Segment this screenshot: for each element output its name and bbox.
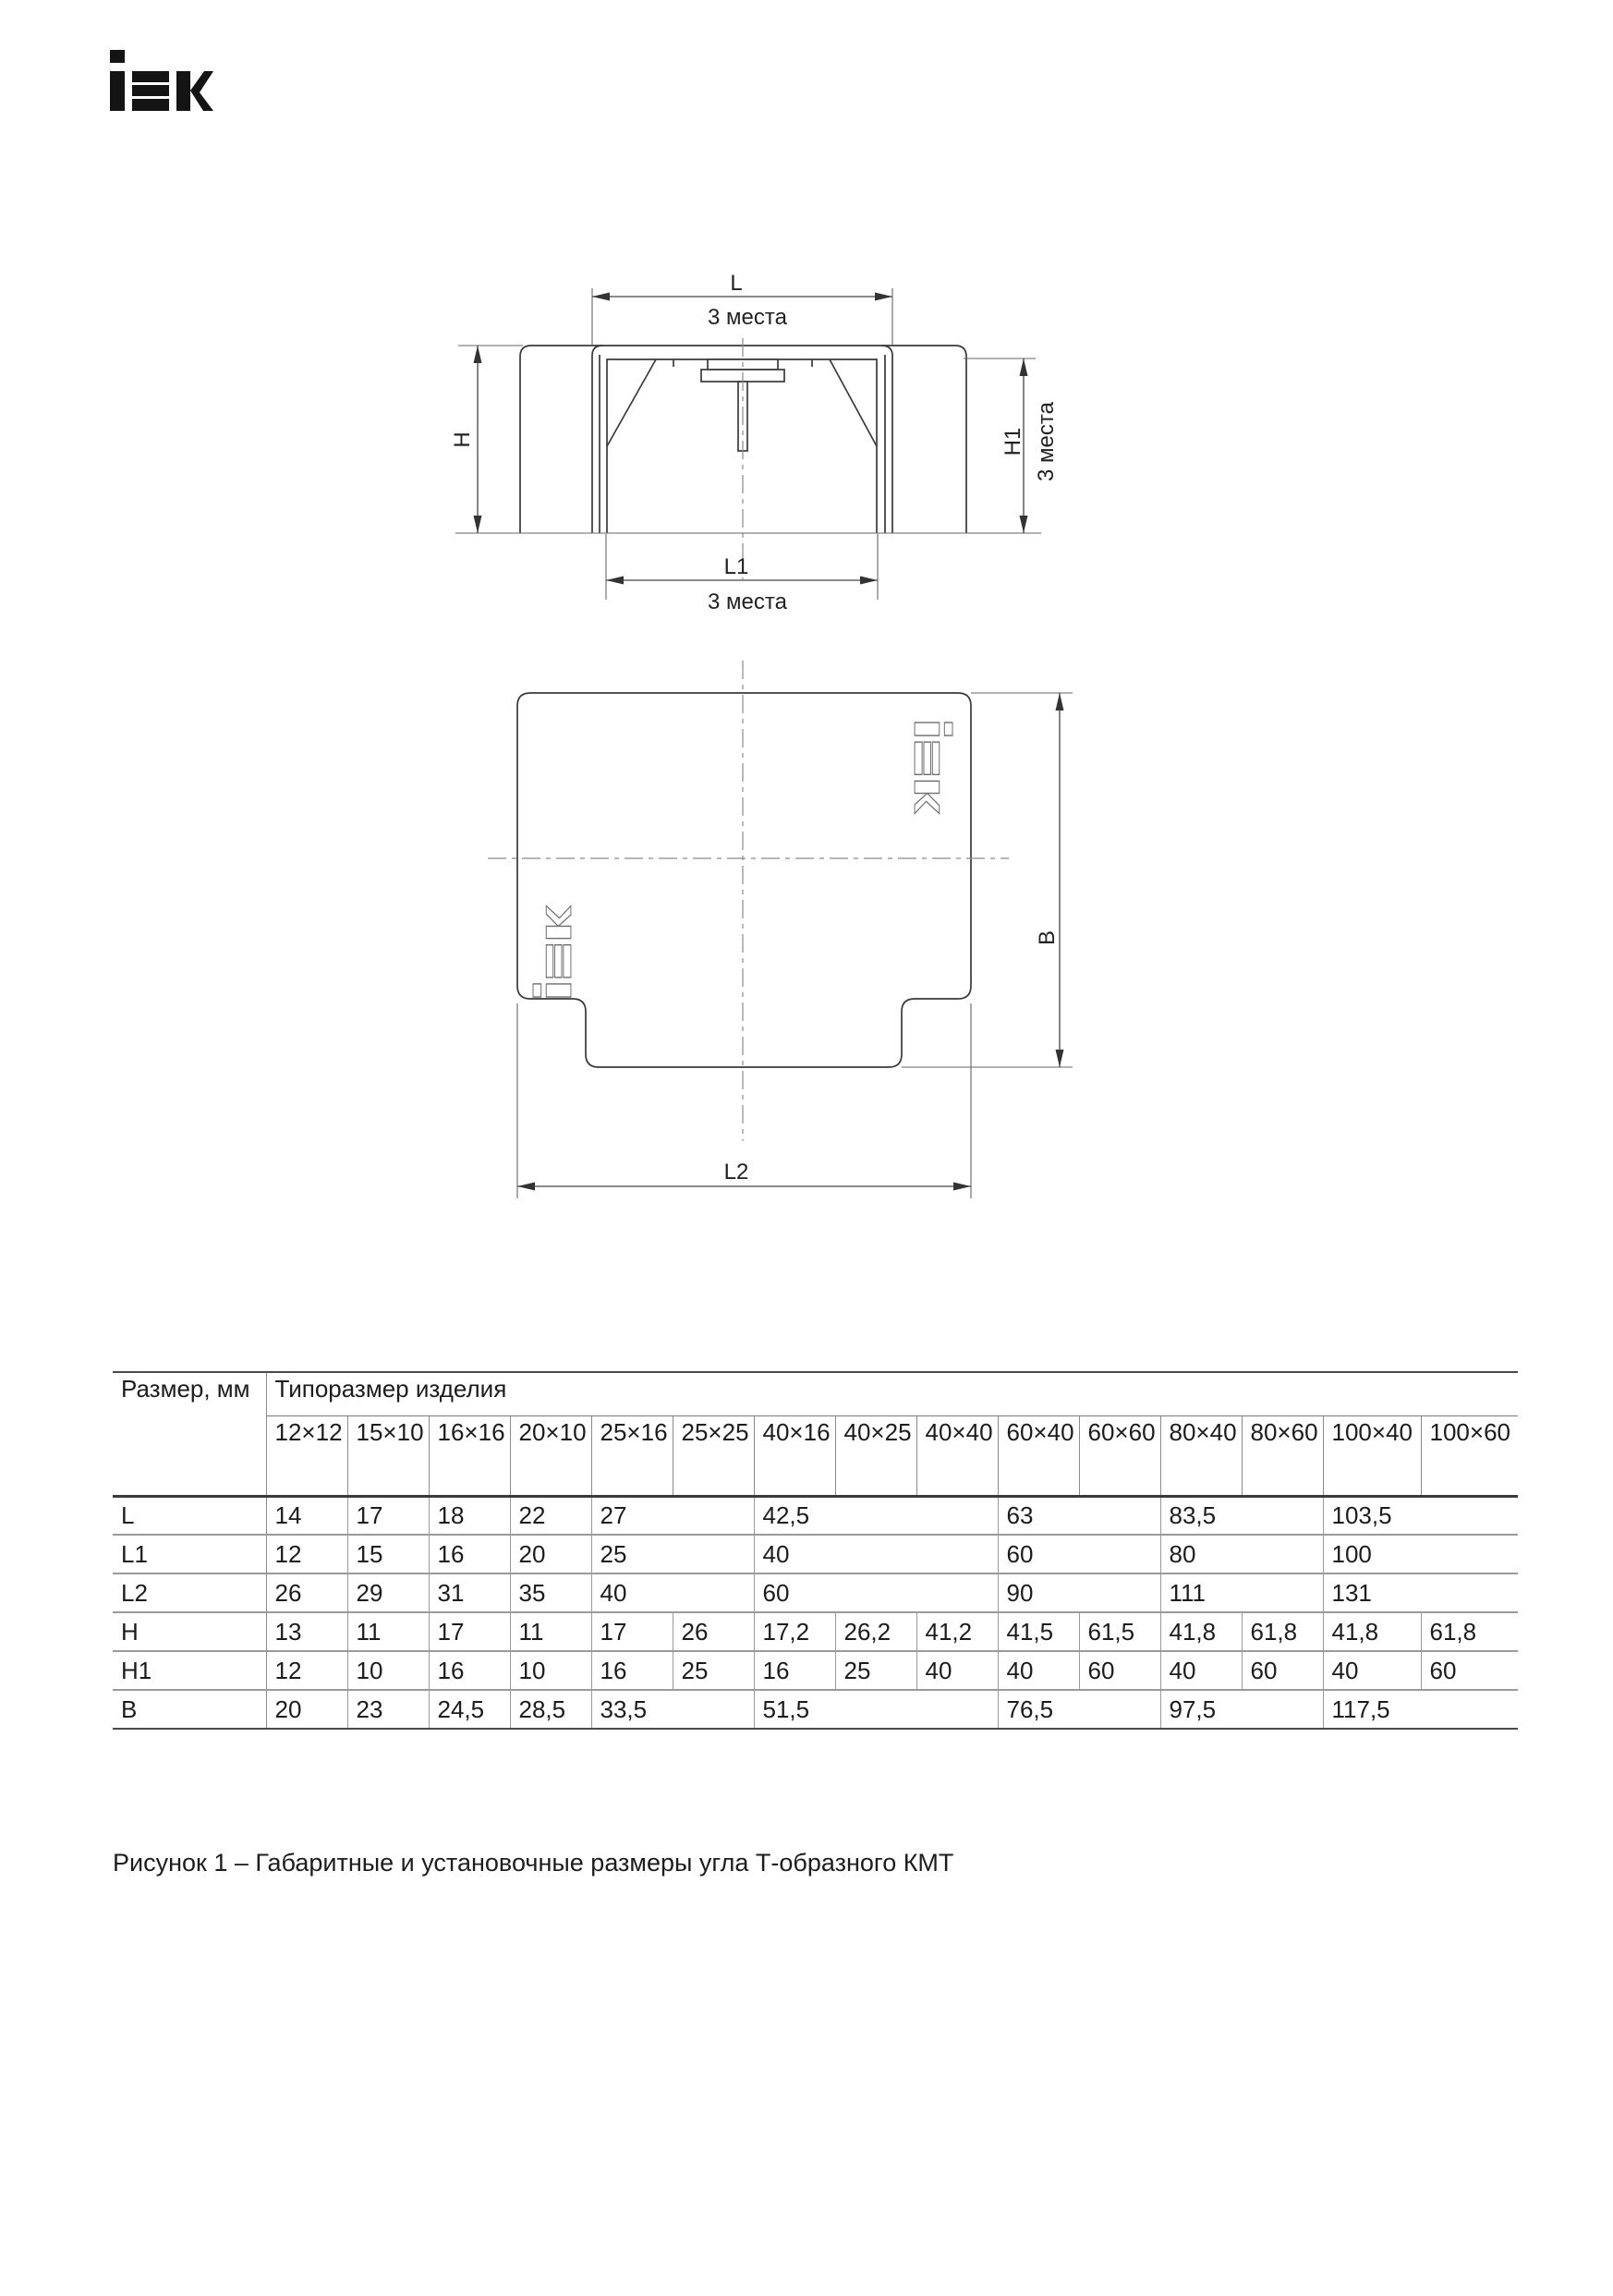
table-cell: 41,2 bbox=[916, 1612, 998, 1651]
dimensions-table bbox=[113, 1371, 1518, 1730]
corner-header: Размер, мм bbox=[113, 1372, 266, 1496]
front-view-dim-lines bbox=[478, 297, 1024, 580]
table-cell: 41,8 bbox=[1323, 1612, 1421, 1651]
table-cell: 60 bbox=[1079, 1651, 1160, 1690]
table-cell: 17 bbox=[347, 1496, 429, 1535]
table-cell: 40 bbox=[591, 1573, 754, 1612]
table-cell: 26 bbox=[266, 1573, 347, 1612]
group-header: Типоразмер изделия bbox=[266, 1372, 1518, 1415]
table-cell: 25 bbox=[835, 1651, 916, 1690]
dim-note-l1: 3 места bbox=[708, 589, 787, 614]
table-cell: 25 bbox=[673, 1651, 754, 1690]
table-row bbox=[113, 1651, 1518, 1690]
table-cell: 76,5 bbox=[998, 1690, 1160, 1729]
row-label: L2 bbox=[113, 1573, 266, 1612]
table-cell: 60 bbox=[998, 1535, 1160, 1573]
table-cell: 26,2 bbox=[835, 1612, 916, 1651]
table-cell: 14 bbox=[266, 1496, 347, 1535]
table-cell: 33,5 bbox=[591, 1690, 754, 1729]
table-cell: 41,5 bbox=[998, 1612, 1079, 1651]
col-header: 100×60 bbox=[1421, 1415, 1518, 1496]
table-row bbox=[113, 1535, 1518, 1573]
top-view-dim-lines bbox=[517, 693, 1060, 1186]
row-label: H bbox=[113, 1612, 266, 1651]
table-cell: 16 bbox=[754, 1651, 835, 1690]
table-cell: 60 bbox=[1421, 1651, 1518, 1690]
top-view bbox=[517, 693, 971, 1067]
dim-label-b: B bbox=[1035, 929, 1060, 946]
dim-label-l2: L2 bbox=[723, 1160, 749, 1184]
table-header-row-2 bbox=[113, 1415, 1518, 1496]
table-cell: 29 bbox=[347, 1573, 429, 1612]
top-view-centerlines bbox=[488, 661, 1009, 1141]
table-cell: 111 bbox=[1160, 1573, 1323, 1612]
table-cell: 97,5 bbox=[1160, 1690, 1323, 1729]
table-cell: 24,5 bbox=[429, 1690, 510, 1729]
table-cell: 100 bbox=[1323, 1535, 1518, 1573]
col-header: 80×60 bbox=[1242, 1415, 1323, 1496]
table-cell: 11 bbox=[510, 1612, 591, 1651]
table-cell: 26 bbox=[673, 1612, 754, 1651]
row-label: B bbox=[113, 1690, 266, 1729]
table-cell: 40 bbox=[1160, 1651, 1242, 1690]
table-cell: 61,5 bbox=[1079, 1612, 1160, 1651]
table-cell: 15 bbox=[347, 1535, 429, 1573]
table-cell: 42,5 bbox=[754, 1496, 998, 1535]
table-cell: 12 bbox=[266, 1535, 347, 1573]
table-cell: 131 bbox=[1323, 1573, 1518, 1612]
top-view-arrowheads bbox=[517, 693, 1064, 1191]
table-cell: 40 bbox=[754, 1535, 998, 1573]
table-cell: 63 bbox=[998, 1496, 1160, 1535]
table-cell: 25 bbox=[591, 1535, 754, 1573]
table-cell: 23 bbox=[347, 1690, 429, 1729]
col-header: 80×40 bbox=[1160, 1415, 1242, 1496]
table-cell: 10 bbox=[347, 1651, 429, 1690]
molded-iek-logo-bottom-left bbox=[533, 905, 571, 997]
table-cell: 80 bbox=[1160, 1535, 1323, 1573]
table-cell: 60 bbox=[754, 1573, 998, 1612]
dim-label-l: L bbox=[730, 271, 743, 296]
front-view-ref-lines bbox=[455, 288, 1041, 600]
table-cell: 103,5 bbox=[1323, 1496, 1518, 1535]
iek-logo bbox=[110, 50, 213, 111]
molded-iek-logo-top-right bbox=[915, 723, 952, 814]
col-header: 40×16 bbox=[754, 1415, 835, 1496]
table-cell: 20 bbox=[510, 1535, 591, 1573]
table-cell: 17,2 bbox=[754, 1612, 835, 1651]
col-header: 25×16 bbox=[591, 1415, 673, 1496]
table-cell: 40 bbox=[916, 1651, 998, 1690]
table-cell: 28,5 bbox=[510, 1690, 591, 1729]
table-row bbox=[113, 1573, 1518, 1612]
col-header: 60×60 bbox=[1079, 1415, 1160, 1496]
table-row bbox=[113, 1496, 1518, 1535]
table-cell: 16 bbox=[429, 1535, 510, 1573]
table-cell: 18 bbox=[429, 1496, 510, 1535]
table-cell: 27 bbox=[591, 1496, 754, 1535]
table-cell: 35 bbox=[510, 1573, 591, 1612]
col-header: 40×25 bbox=[835, 1415, 916, 1496]
dim-note-h1: 3 места bbox=[1034, 402, 1059, 481]
table-cell: 40 bbox=[998, 1651, 1079, 1690]
table-cell: 60 bbox=[1242, 1651, 1323, 1690]
table-cell: 90 bbox=[998, 1573, 1160, 1612]
row-label: L bbox=[113, 1496, 266, 1535]
table-cell: 13 bbox=[266, 1612, 347, 1651]
table-cell: 16 bbox=[591, 1651, 673, 1690]
col-header: 15×10 bbox=[347, 1415, 429, 1496]
col-header: 40×40 bbox=[916, 1415, 998, 1496]
table-cell: 11 bbox=[347, 1612, 429, 1651]
col-header: 20×10 bbox=[510, 1415, 591, 1496]
col-header: 25×25 bbox=[673, 1415, 754, 1496]
table-cell: 22 bbox=[510, 1496, 591, 1535]
table-cell: 12 bbox=[266, 1651, 347, 1690]
table-cell: 16 bbox=[429, 1651, 510, 1690]
table-cell: 10 bbox=[510, 1651, 591, 1690]
dim-label-h1: H1 bbox=[1001, 427, 1025, 456]
table-cell: 20 bbox=[266, 1690, 347, 1729]
table-header-row-1 bbox=[113, 1372, 1518, 1415]
dim-note-l: 3 места bbox=[708, 305, 787, 330]
table-cell: 51,5 bbox=[754, 1690, 998, 1729]
row-label: L1 bbox=[113, 1535, 266, 1573]
col-header: 100×40 bbox=[1323, 1415, 1421, 1496]
dim-label-h: H bbox=[450, 431, 475, 448]
table-cell: 117,5 bbox=[1323, 1690, 1518, 1729]
row-label: H1 bbox=[113, 1651, 266, 1690]
table-row bbox=[113, 1612, 1518, 1651]
table-cell: 61,8 bbox=[1242, 1612, 1323, 1651]
table-cell: 31 bbox=[429, 1573, 510, 1612]
col-header: 60×40 bbox=[998, 1415, 1079, 1496]
table-cell: 17 bbox=[591, 1612, 673, 1651]
col-header: 16×16 bbox=[429, 1415, 510, 1496]
col-header: 12×12 bbox=[266, 1415, 347, 1496]
top-view-ref-lines bbox=[517, 693, 1073, 1198]
front-view-arrowheads bbox=[474, 293, 1028, 585]
table-row bbox=[113, 1690, 1518, 1729]
dim-label-l1: L1 bbox=[723, 554, 749, 579]
table-cell: 17 bbox=[429, 1612, 510, 1651]
figure-caption: Рисунок 1 – Габаритные и установочные размеры угла Т-образного КМТ bbox=[113, 1849, 954, 1877]
table-cell: 40 bbox=[1323, 1651, 1421, 1690]
table-cell: 83,5 bbox=[1160, 1496, 1323, 1535]
table-cell: 41,8 bbox=[1160, 1612, 1242, 1651]
table-cell: 61,8 bbox=[1421, 1612, 1518, 1651]
